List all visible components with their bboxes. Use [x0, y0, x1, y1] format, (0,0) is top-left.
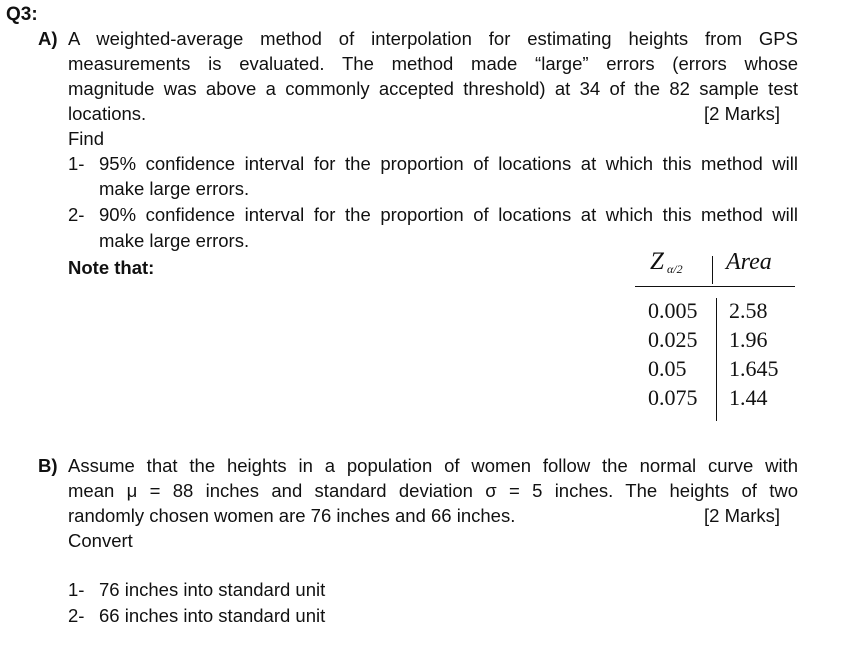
part-b-label: B) — [38, 455, 58, 476]
part-b-item-2-number: 2- — [68, 605, 85, 626]
part-b-marks: [2 Marks] — [704, 505, 781, 526]
part-b-item-1-number: 1- — [68, 579, 85, 600]
table-column-divider — [716, 298, 717, 421]
part-a-marks: [2 Marks] — [704, 103, 781, 124]
find-label: Find — [68, 128, 104, 149]
area-header: Area — [726, 249, 772, 275]
table-row-4-value: 1.44 — [729, 385, 768, 410]
part-a-item-1-number: 1- — [68, 153, 85, 174]
z-subscript: α/2 — [667, 262, 683, 276]
part-a-item-1-line-1: 95% confidence interval for the proportion of locations at which this method will — [99, 153, 798, 174]
note-label: Note that: — [68, 257, 155, 278]
table-row-1-alpha: 0.005 — [648, 298, 698, 323]
part-b-line-2: mean μ = 88 inches and standard deviation σ = 5 inches. The heights of two — [68, 480, 798, 501]
table-header-divider — [712, 256, 713, 284]
z-symbol: Z — [650, 248, 664, 275]
table-row-3-alpha: 0.05 — [648, 356, 687, 381]
part-a-line-2: measurements is evaluated. The method made “large” errors (errors whose — [68, 53, 798, 74]
part-a-label: A) — [38, 28, 58, 49]
table-row-3-value: 1.645 — [729, 356, 779, 381]
part-b-line-3: randomly chosen women are 76 inches and 66 inches. — [68, 505, 516, 526]
part-a-item-2-number: 2- — [68, 204, 85, 225]
table-row-2-value: 1.96 — [729, 327, 768, 352]
part-a-line-1: A weighted-average method of interpolation for estimating heights from GPS — [68, 28, 798, 49]
part-a-item-2-line-2: make large errors. — [99, 230, 250, 251]
part-a-line-4: locations. — [68, 103, 147, 124]
part-b-item-1-text: 76 inches into standard unit — [99, 579, 326, 600]
question-label: Q3: — [6, 4, 38, 25]
part-b-line-1: Assume that the heights in a population of women follow the normal curve with — [68, 455, 798, 476]
table-header-rule — [635, 286, 795, 287]
table-row-1-value: 2.58 — [729, 298, 768, 323]
table-row-4-alpha: 0.075 — [648, 385, 698, 410]
part-a-item-2-line-1: 90% confidence interval for the proportion of locations at which this method will — [99, 204, 798, 225]
table-row-2-alpha: 0.025 — [648, 327, 698, 352]
part-b-item-2-text: 66 inches into standard unit — [99, 605, 326, 626]
convert-label: Convert — [68, 530, 133, 551]
part-a-item-1-line-2: make large errors. — [99, 178, 250, 199]
part-a-line-3: magnitude was above a commonly accepted threshold) at 34 of the 82 sample test — [68, 78, 798, 99]
